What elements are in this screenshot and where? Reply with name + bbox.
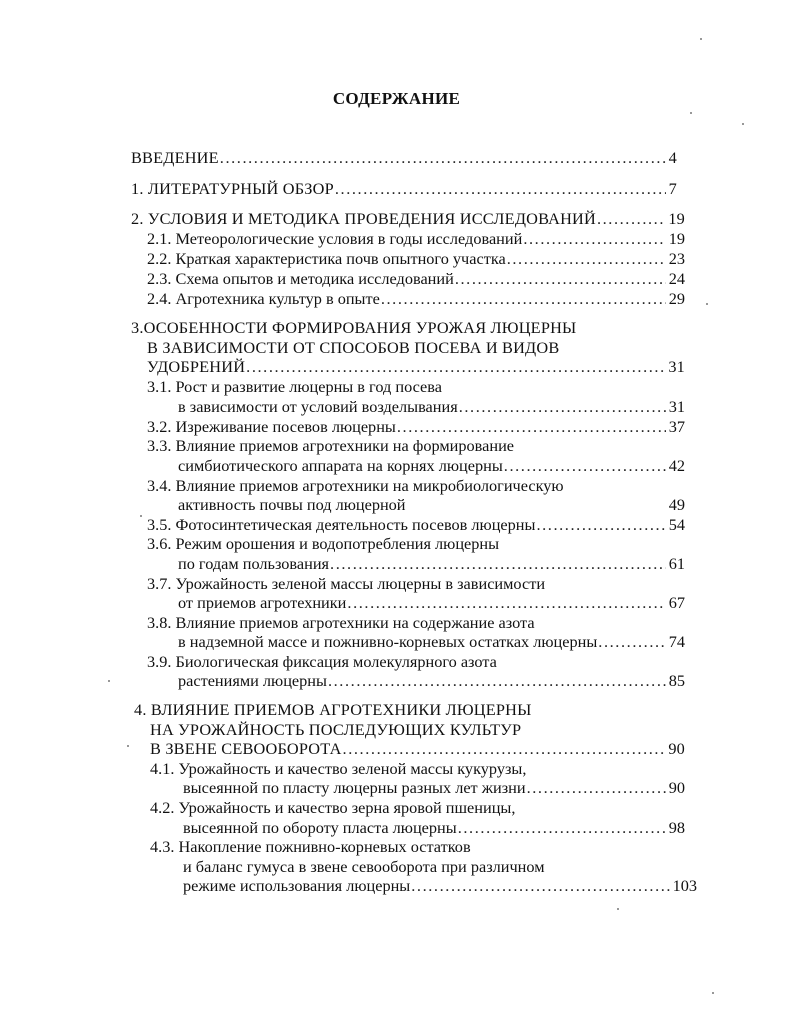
scan-speck: [140, 515, 142, 517]
scan-speck: [742, 123, 744, 125]
toc-leader-dots: [397, 417, 666, 437]
toc-entry-3-4-line-1[interactable]: [147, 476, 564, 496]
toc-entry-title: Агротехника культур в опыте: [175, 289, 380, 308]
toc-entry-number: 2.4.: [147, 289, 172, 308]
toc-leader-dots: [343, 739, 666, 759]
toc-entry-number: 3.8.: [147, 613, 172, 632]
toc-leader-dots: [347, 593, 665, 613]
toc-entry-4-3-line-1[interactable]: [150, 837, 471, 857]
toc-entry-title: Рост и развитие люцерны в год посева: [175, 377, 442, 396]
toc-entry-title: Урожайность зеленой массы люцерны в зависимости: [175, 574, 546, 593]
toc-entry-title: Метеорологические условия в годы исследований: [175, 229, 523, 248]
toc-leader-dots: [598, 632, 665, 652]
toc-page-number: 7: [668, 179, 677, 198]
toc-entry-title: Влияние приемов агротехники на микробиологическую: [175, 476, 564, 495]
toc-leader-dots: [536, 515, 665, 535]
toc-entry-number: 2.3.: [147, 269, 172, 288]
toc-entry-title: 1. ЛИТЕРАТУРНЫЙ ОБЗОР: [131, 179, 334, 198]
toc-leader-dots: [455, 269, 666, 289]
toc-leader-dots: [335, 179, 666, 199]
toc-entry-number: 4.3.: [150, 837, 175, 856]
toc-page-number: 4: [668, 148, 677, 167]
toc-page-number: 23: [668, 249, 685, 268]
toc-page-number: 19: [668, 209, 685, 228]
toc-entry-3-6-line-1[interactable]: [147, 534, 499, 554]
toc-leader-dots: [504, 456, 666, 476]
toc-entry-3-1[interactable]: [178, 397, 685, 417]
toc-entry-title: Урожайность и качество зерна яровой пшеницы,: [178, 798, 516, 817]
toc-entry-title-continued: в зависимости от условий возделывания: [178, 397, 458, 416]
toc-entry-title: Изреживание посевов люцерны: [175, 417, 396, 436]
toc-page-number: 90: [668, 739, 685, 758]
toc-entry-2-4[interactable]: [147, 289, 685, 309]
toc-entry-title: Биологическая фиксация молекулярного азота: [175, 652, 497, 671]
toc-entry-number: 2.1.: [147, 229, 172, 248]
toc-chapter-4-title-line-1[interactable]: 4. ВЛИЯНИЕ ПРИЕМОВ АГРОТЕХНИКИ ЛЮЦЕРНЫ: [134, 700, 532, 719]
page-title: СОДЕРЖАНИЕ: [332, 89, 461, 108]
toc-entry-4-1[interactable]: [183, 778, 685, 798]
toc-entry-literature[interactable]: [131, 179, 677, 199]
toc-entry-title-continued: высеянной по пласту люцерны разных лет жизни: [183, 778, 526, 797]
toc-page-number: 98: [668, 818, 685, 837]
toc-leader-dots: [381, 289, 666, 309]
toc-entry-title: Схема опытов и методика исследований: [175, 269, 454, 288]
toc-entry-title-continued: симбиотического аппарата на корнях люцерны: [178, 456, 503, 475]
toc-entry-title: ВВЕДЕНИЕ: [131, 148, 219, 167]
toc-entry-3-9[interactable]: [178, 671, 685, 691]
toc-page-number: 29: [668, 289, 685, 308]
toc-entry-title: Влияние приемов агротехники на формирование: [175, 436, 515, 455]
toc-entry-3-5[interactable]: [147, 515, 685, 535]
toc-entry-title-continued: по годам пользования: [178, 554, 330, 573]
toc-leader-dots: [527, 778, 666, 798]
toc-entry-2-2[interactable]: [147, 249, 685, 269]
toc-entry-title: Урожайность и качество зеленой массы кукурузы,: [178, 759, 527, 778]
scan-speck: [700, 38, 702, 40]
toc-leader-dots: [220, 148, 666, 168]
toc-entry-title: Влияние приемов агротехники на содержание азота: [175, 613, 535, 632]
toc-entry-title-continued: режиме использования люцерны: [183, 876, 411, 895]
toc-entry-title: 2. УСЛОВИЯ И МЕТОДИКА ПРОВЕДЕНИЯ ИССЛЕДОВАНИЙ: [131, 209, 596, 228]
toc-entry-3-4[interactable]: [178, 495, 685, 515]
toc-leader-dots: [328, 671, 666, 691]
toc-entry-chapter-3[interactable]: [147, 357, 685, 377]
toc-entry-3-9-line-1[interactable]: [147, 652, 497, 672]
toc-entry-4-2-line-1[interactable]: [150, 798, 515, 818]
toc-page-number: 37: [668, 417, 685, 436]
toc-entry-3-7[interactable]: [178, 593, 685, 613]
toc-page-number: 31: [668, 357, 685, 376]
toc-entry-number: 3.4.: [147, 476, 172, 495]
toc-page-number: 85: [668, 671, 685, 690]
toc-entry-title: Режим орошения и водопотребления люцерны: [175, 534, 500, 553]
toc-entry-title-continued: от приемов агротехники: [178, 593, 347, 612]
toc-page-number: 49: [668, 495, 685, 514]
toc-page-number: 24: [668, 269, 685, 288]
toc-entry-number: 3.1.: [147, 377, 172, 396]
toc-entry-number: 3.9.: [147, 652, 172, 671]
toc-leader-dots: [507, 249, 666, 269]
toc-entry-3-1-line-1[interactable]: [147, 377, 442, 397]
toc-entry-2-1[interactable]: [147, 229, 685, 249]
toc-entry-3-7-line-1[interactable]: [147, 574, 545, 594]
toc-entry-chapter-4[interactable]: [150, 739, 685, 759]
toc-entry-number: 3.2.: [147, 417, 172, 436]
toc-entry-chapter-2[interactable]: [131, 209, 685, 229]
toc-page-number: 54: [668, 515, 685, 534]
toc-entry-number: 3.7.: [147, 574, 172, 593]
toc-page-number: 31: [668, 397, 685, 416]
toc-entry-title-continued: растениями люцерны: [178, 671, 327, 690]
toc-entry-3-8[interactable]: [178, 632, 685, 652]
toc-page-number: 42: [668, 456, 685, 475]
scan-speck: [127, 745, 129, 747]
toc-entry-3-3[interactable]: [178, 456, 685, 476]
scan-speck: [690, 112, 692, 114]
toc-leader-dots: [459, 397, 666, 417]
toc-entry-title: УДОБРЕНИЙ: [147, 357, 246, 376]
scan-speck: [617, 908, 619, 910]
toc-entry-number: 4.2.: [150, 798, 175, 817]
toc-page-number: 61: [668, 554, 685, 573]
toc-entry-number: 2.2.: [147, 249, 172, 268]
toc-entry-number: 3.3.: [147, 436, 172, 455]
toc-entry-number: 4.1.: [150, 759, 175, 778]
toc-entry-2-3[interactable]: [147, 269, 685, 289]
toc-entry-3-6[interactable]: [178, 554, 685, 574]
toc-page-number: 74: [668, 632, 685, 651]
toc-leader-dots: [411, 876, 669, 896]
toc-page-number: 90: [668, 778, 685, 797]
toc-page-number: 103: [672, 876, 697, 895]
toc-leader-dots: [246, 357, 665, 377]
toc-chapter-3-title-line-1[interactable]: 3.ОСОБЕННОСТИ ФОРМИРОВАНИЯ УРОЖАЯ ЛЮЦЕРНЫ: [131, 318, 577, 337]
toc-entry-title-continued: в надземной массе и пожнивно-корневых остатках люцерны: [178, 632, 598, 651]
toc-chapter-3-title-line-2[interactable]: В ЗАВИСИМОСТИ ОТ СПОСОБОВ ПОСЕВА И ВИДОВ: [147, 338, 560, 357]
toc-leader-dots: [458, 818, 666, 838]
toc-entry-title: Фотосинтетическая деятельность посевов люцерны: [175, 515, 536, 534]
scan-speck: [108, 680, 110, 682]
toc-entry-title-continued: высеянной по обороту пласта люцерны: [183, 818, 457, 837]
toc-entry-3-3-line-1[interactable]: [147, 436, 514, 456]
toc-entry-4-2[interactable]: [183, 818, 685, 838]
toc-entry-3-8-line-1[interactable]: [147, 613, 535, 633]
scan-speck: [706, 303, 708, 305]
toc-entry-4-1-line-1[interactable]: [150, 759, 526, 779]
toc-entry-4-3[interactable]: [183, 876, 697, 896]
toc-entry-4-3-line-2[interactable]: и баланс гумуса в звене севооборота при различном: [183, 857, 545, 876]
toc-leader-dots: [597, 209, 665, 229]
toc-entry-number: 3.6.: [147, 534, 172, 553]
toc-page-number: 67: [668, 593, 685, 612]
toc-entry-intro[interactable]: [131, 148, 677, 168]
toc-entry-3-2[interactable]: [147, 417, 685, 437]
scan-speck: [712, 992, 714, 994]
toc-leader-dots: [330, 554, 666, 574]
toc-leader-dots: [523, 229, 665, 249]
toc-entry-title: В ЗВЕНЕ СЕВООБОРОТА: [150, 739, 342, 758]
toc-entry-title: Краткая характеристика почв опытного участка: [175, 249, 506, 268]
toc-chapter-4-title-line-2[interactable]: НА УРОЖАЙНОСТЬ ПОСЛЕДУЮЩИХ КУЛЬТУР: [150, 720, 522, 739]
toc-entry-title-continued: активность почвы под люцерной: [178, 495, 406, 514]
toc-page-number: 19: [668, 229, 685, 248]
toc-entry-title: Накопление пожнивно-корневых остатков: [178, 837, 471, 856]
toc-entry-number: 3.5.: [147, 515, 172, 534]
